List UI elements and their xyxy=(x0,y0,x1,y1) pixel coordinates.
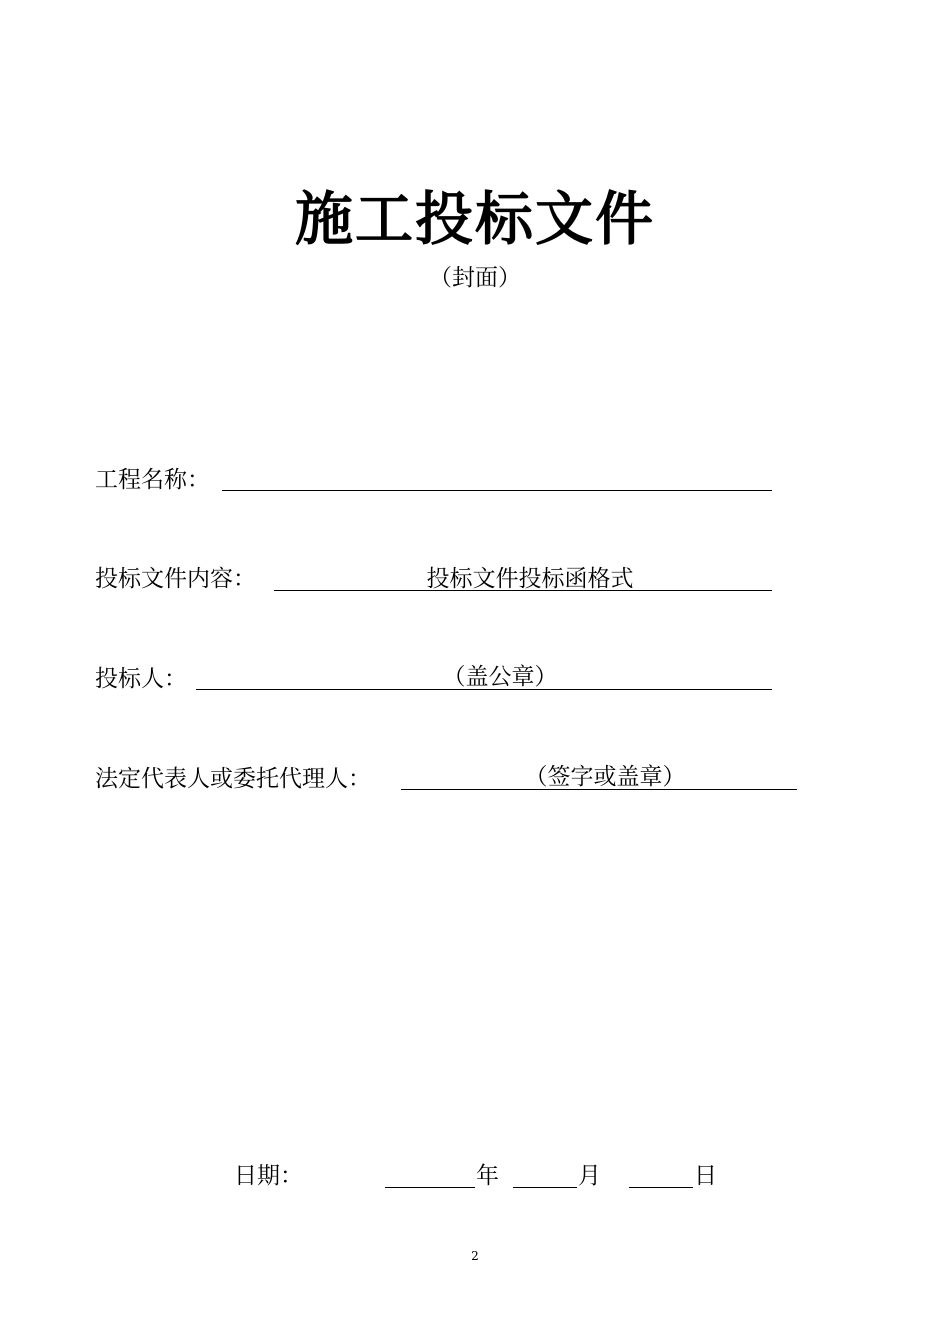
month-underline xyxy=(513,1187,577,1188)
representative-label: 法定代表人或委托代理人： xyxy=(95,766,371,792)
month-label: 月 xyxy=(578,1163,601,1189)
year-label: 年 xyxy=(476,1163,499,1189)
document-title: 施工投标文件 xyxy=(294,185,655,253)
content-label: 投标文件内容： xyxy=(95,566,256,592)
day-underline xyxy=(629,1187,693,1188)
day-label: 日 xyxy=(694,1163,717,1189)
page-number: 2 xyxy=(471,1249,479,1263)
bidder-seal-hint: （盖公章） xyxy=(442,664,558,690)
year-underline xyxy=(385,1187,475,1188)
document-subtitle: （封面） xyxy=(429,265,521,291)
bidder-label: 投标人： xyxy=(95,666,187,692)
project-name-label: 工程名称： xyxy=(95,467,210,493)
content-value: 投标文件投标函格式 xyxy=(426,566,634,592)
project-name-underline xyxy=(222,490,772,491)
date-label: 日期： xyxy=(234,1163,303,1189)
representative-sign-hint: （签字或盖章） xyxy=(524,764,686,790)
